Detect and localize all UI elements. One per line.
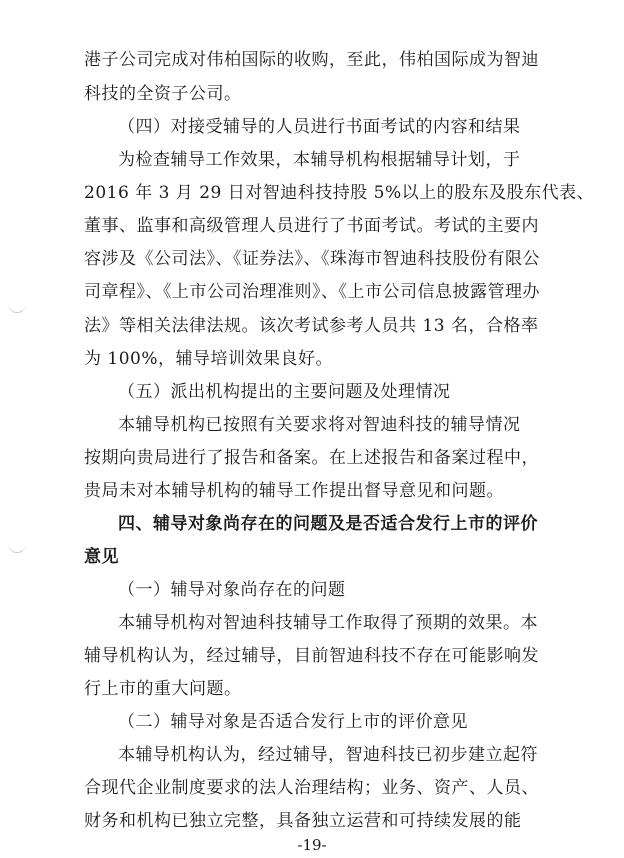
binding-hole-mark <box>8 300 26 313</box>
binding-hole-mark <box>8 540 26 553</box>
text-line: 本辅导机构已按照有关要求将对智迪科技的辅导情况 <box>118 415 521 435</box>
section-heading-continued: 意见 <box>84 547 119 567</box>
text-line: 合现代企业制度要求的法人治理结构；业务、资产、人员、 <box>84 778 539 798</box>
text-line: 行上市的重大问题。 <box>84 679 242 699</box>
section-heading: 四、辅导对象尚存在的问题及是否适合发行上市的评价 <box>118 514 538 534</box>
text-line: 法》等相关法律法规。该次考试参考人员共 13 名，合格率 <box>84 316 539 336</box>
text-line: 贵局未对本辅导机构的辅导工作提出督导意见和问题。 <box>84 481 504 501</box>
section-subheading: （二）辅导对象是否适合发行上市的评价意见 <box>118 712 468 732</box>
text-line: 财务和机构已独立完整，具备独立运营和可持续发展的能 <box>84 811 522 831</box>
text-line: 董事、监事和高级管理人员进行了书面考试。考试的主要内 <box>84 216 539 236</box>
text-line: 本辅导机构认为，经过辅导，智迪科技已初步建立起符 <box>118 745 538 765</box>
text-line: 科技的全资子公司。 <box>84 84 242 104</box>
text-line: 按期向贵局进行了报告和备案。在上述报告和备案过程中， <box>84 448 539 468</box>
text-line: 港子公司完成对伟柏国际的收购，至此，伟柏国际成为智迪 <box>84 50 539 70</box>
text-line: 辅导机构认为，经过辅导，目前智迪科技不存在可能影响发 <box>84 646 539 666</box>
text-line: 为 100%，辅导培训效果良好。 <box>84 349 334 369</box>
section-subheading: （一）辅导对象尚存在的问题 <box>118 580 346 600</box>
text-line: 2016 年 3 月 29 日对智迪科技持股 5%以上的股东及股东代表、 <box>84 183 595 203</box>
text-line: 司章程》、《上市公司治理准则》、《上市公司信息披露管理办 <box>84 282 540 302</box>
section-subheading: （四）对接受辅导的人员进行书面考试的内容和结果 <box>118 117 521 137</box>
text-line: 为检查辅导工作效果，本辅导机构根据辅导计划，于 <box>118 150 521 170</box>
section-subheading: （五）派出机构提出的主要问题及处理情况 <box>118 382 451 402</box>
text-line: 容涉及《公司法》、《证券法》、《珠海市智迪科技股份有限公 <box>84 249 540 269</box>
page-number: -19- <box>297 836 327 854</box>
text-line: 本辅导机构对智迪科技辅导工作取得了预期的效果。本 <box>118 613 538 633</box>
